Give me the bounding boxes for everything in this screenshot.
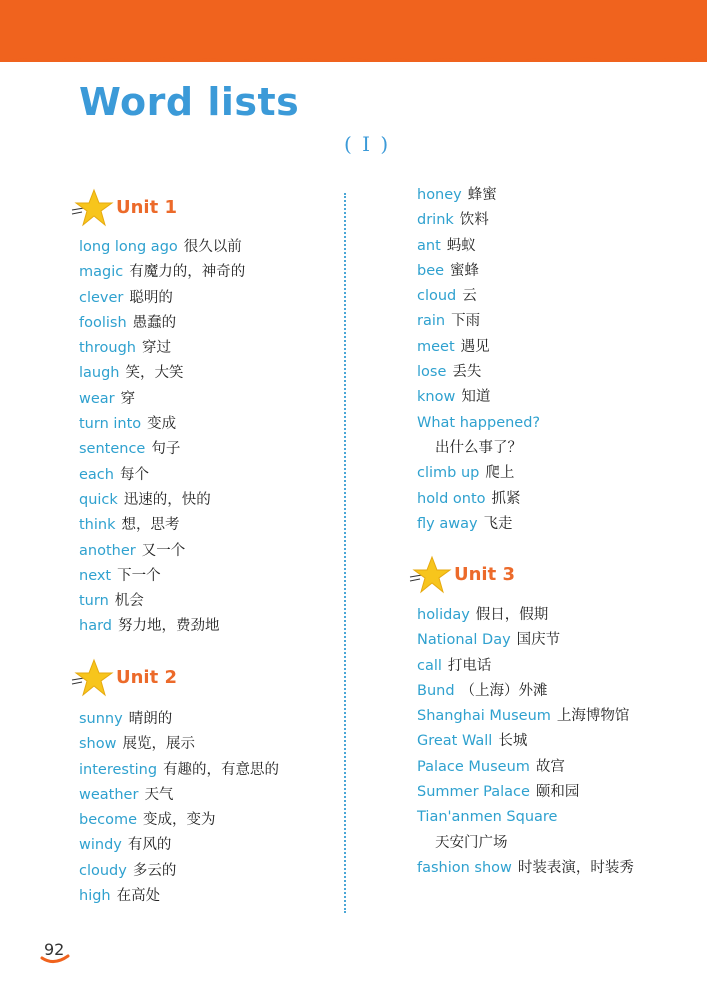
chinese-meaning: 有风的 (127, 837, 172, 854)
unit-2-word-list-right (417, 182, 540, 536)
chinese-meaning: 笑，大笑 (125, 365, 184, 382)
chinese-meaning: 句子 (151, 441, 181, 458)
chinese-meaning: 丢失 (452, 364, 482, 381)
english-word: know (417, 389, 456, 406)
word-entry (79, 310, 245, 335)
star-icon (70, 188, 114, 230)
word-entry (417, 703, 657, 728)
english-word: wear (79, 390, 115, 407)
chinese-meaning: 又一个 (141, 542, 186, 559)
english-word: turn into (79, 416, 142, 433)
english-word: another (79, 542, 136, 559)
word-entry (79, 512, 245, 537)
unit-title: Unit 1 (116, 197, 177, 218)
word-entry (417, 308, 540, 333)
chinese-meaning: 有魔力的，神奇的 (129, 264, 246, 281)
word-entry (79, 757, 279, 782)
word-entry (79, 832, 279, 857)
chinese-meaning: 很久以前 (183, 239, 242, 255)
chinese-meaning: 长城 (498, 733, 528, 750)
chinese-meaning: 假日，假期 (475, 607, 549, 623)
word-entry (79, 538, 245, 563)
chinese-meaning: 变成，变为 (143, 812, 216, 829)
english-word: cloud (417, 288, 457, 305)
word-entry-continuation (417, 830, 657, 855)
chinese-meaning: 迅速的，快的 (123, 491, 211, 508)
star-icon (408, 555, 452, 597)
english-word: Tian'anmen Square (417, 809, 558, 826)
chinese-meaning: 在高处 (116, 888, 161, 905)
word-entry (417, 653, 657, 678)
chinese-meaning: 有趣的，有意思的 (163, 761, 280, 778)
english-word: sentence (79, 441, 146, 458)
unit-1-word-list (79, 234, 245, 639)
english-word: climb up (417, 465, 480, 482)
chinese-meaning: （上海）外滩 (460, 682, 548, 699)
english-word: Great Wall (417, 733, 493, 750)
unit-title: Unit 2 (116, 667, 177, 688)
word-entry (79, 285, 245, 310)
english-word: interesting (79, 761, 158, 778)
word-entry (417, 804, 657, 829)
chinese-meaning: 聪明的 (129, 289, 173, 306)
english-word: become (79, 812, 138, 829)
unit-3-heading (408, 555, 608, 595)
english-word: high (79, 888, 111, 905)
chinese-meaning: 出什么事了？ (435, 439, 522, 456)
chinese-meaning: 想，思考 (121, 517, 180, 534)
star-icon (70, 658, 114, 700)
word-entry (79, 563, 245, 588)
chinese-meaning: 蜜蜂 (450, 262, 480, 279)
word-entry (79, 234, 245, 259)
chinese-meaning: 国庆节 (516, 632, 561, 649)
english-word: honey (417, 187, 462, 203)
word-entry (417, 460, 540, 485)
english-word: weather (79, 786, 139, 803)
chinese-meaning: 云 (462, 288, 477, 305)
word-entry (79, 858, 279, 883)
english-word: sunny (79, 711, 123, 727)
word-entry (417, 627, 657, 652)
english-word: National Day (417, 632, 511, 649)
word-entry (79, 259, 245, 284)
english-word: drink (417, 212, 454, 229)
chinese-meaning: 飞走 (483, 515, 513, 532)
english-word: fashion show (417, 859, 512, 876)
chinese-meaning: 愚蠢的 (132, 314, 177, 331)
word-entry (417, 410, 540, 435)
english-word: fly away (417, 515, 478, 532)
chinese-meaning: 遇见 (460, 338, 490, 355)
unit-1-heading (70, 188, 270, 228)
english-word: hard (79, 618, 112, 635)
unit-title: Unit 3 (454, 564, 515, 585)
english-word: cloudy (79, 862, 127, 879)
section-label: ( I ) (344, 132, 391, 156)
chinese-meaning: 变成 (147, 416, 177, 433)
word-entry (79, 436, 245, 461)
word-entry (417, 233, 540, 258)
chinese-meaning: 天气 (144, 786, 174, 803)
word-entry (79, 386, 245, 411)
word-entry (79, 487, 245, 512)
word-entry (79, 588, 245, 613)
word-entry (79, 782, 279, 807)
english-word: lose (417, 364, 447, 381)
english-word: What happened? (417, 414, 541, 431)
english-word: windy (79, 837, 122, 854)
english-word: next (79, 567, 112, 584)
unit-3-word-list (417, 602, 657, 880)
word-entry (417, 855, 657, 880)
english-word: meet (417, 338, 455, 355)
column-divider (344, 193, 346, 913)
english-word: quick (79, 491, 118, 508)
word-entry (417, 728, 657, 753)
word-entry (417, 182, 540, 207)
word-entry (417, 754, 657, 779)
word-entry (79, 360, 245, 385)
chinese-meaning: 多云的 (132, 862, 177, 879)
word-entry (417, 678, 657, 703)
word-entry (79, 807, 279, 832)
page-title: Word lists (79, 80, 300, 124)
english-word: ant (417, 237, 441, 254)
english-word: Summer Palace (417, 784, 530, 801)
page-number-swoosh-icon (40, 952, 70, 964)
chinese-meaning: 抓紧 (491, 490, 521, 507)
chinese-meaning: 每个 (119, 466, 149, 483)
chinese-meaning: 穿 (120, 390, 136, 407)
english-word: clever (79, 289, 124, 306)
unit-2-heading (70, 658, 270, 698)
chinese-meaning: 爬上 (485, 465, 515, 482)
english-word: rain (417, 313, 446, 330)
english-word: show (79, 736, 117, 753)
word-entry (417, 283, 540, 308)
page-number: 92 (44, 940, 65, 959)
word-entry (417, 486, 540, 511)
english-word: laugh (79, 365, 120, 382)
chinese-meaning: 知道 (461, 389, 491, 406)
word-entry (417, 334, 540, 359)
english-word: think (79, 517, 116, 534)
chinese-meaning: 展览，展示 (122, 736, 195, 753)
word-entry-continuation (417, 435, 540, 460)
english-word: magic (79, 264, 124, 281)
word-entry (417, 511, 540, 536)
chinese-meaning: 蚂蚁 (446, 237, 476, 254)
chinese-meaning: 下雨 (451, 313, 481, 330)
word-entry (417, 359, 540, 384)
word-entry (79, 335, 245, 360)
english-word: Shanghai Museum (417, 708, 551, 725)
chinese-meaning: 天安门广场 (435, 834, 508, 851)
chinese-meaning: 时装表演，时装秀 (517, 859, 634, 876)
word-entry (79, 462, 245, 487)
word-entry (79, 731, 279, 756)
english-word: call (417, 657, 442, 674)
chinese-meaning: 上海博物馆 (556, 708, 630, 725)
word-entry (417, 384, 540, 409)
english-word: holiday (417, 607, 470, 623)
chinese-meaning: 努力地，费劲地 (118, 618, 220, 635)
chinese-meaning: 故宫 (535, 758, 565, 775)
chinese-meaning: 颐和园 (535, 784, 580, 801)
torn-edge-decoration (0, 48, 707, 68)
chinese-meaning: 下一个 (117, 567, 161, 584)
word-entry (417, 258, 540, 283)
english-word: turn (79, 593, 109, 610)
chinese-meaning: 饮料 (459, 212, 489, 229)
word-entry (417, 602, 657, 627)
word-entry (79, 883, 279, 908)
word-entry (79, 613, 245, 638)
word-entry (79, 706, 279, 731)
word-entry (417, 207, 540, 232)
chinese-meaning: 穿过 (141, 340, 171, 357)
english-word: foolish (79, 314, 127, 331)
chinese-meaning: 蜂蜜 (467, 187, 497, 203)
chinese-meaning: 打电话 (447, 657, 492, 674)
english-word: hold onto (417, 490, 486, 507)
english-word: through (79, 340, 136, 357)
chinese-meaning: 晴朗的 (128, 711, 173, 727)
unit-2-word-list-left (79, 706, 279, 908)
english-word: Palace Museum (417, 758, 530, 775)
header-band (0, 0, 707, 62)
word-entry (417, 779, 657, 804)
english-word: each (79, 466, 114, 483)
word-entry (79, 411, 245, 436)
english-word: Bund (417, 682, 455, 699)
english-word: long long ago (79, 239, 178, 255)
chinese-meaning: 机会 (114, 593, 144, 610)
english-word: bee (417, 262, 445, 279)
